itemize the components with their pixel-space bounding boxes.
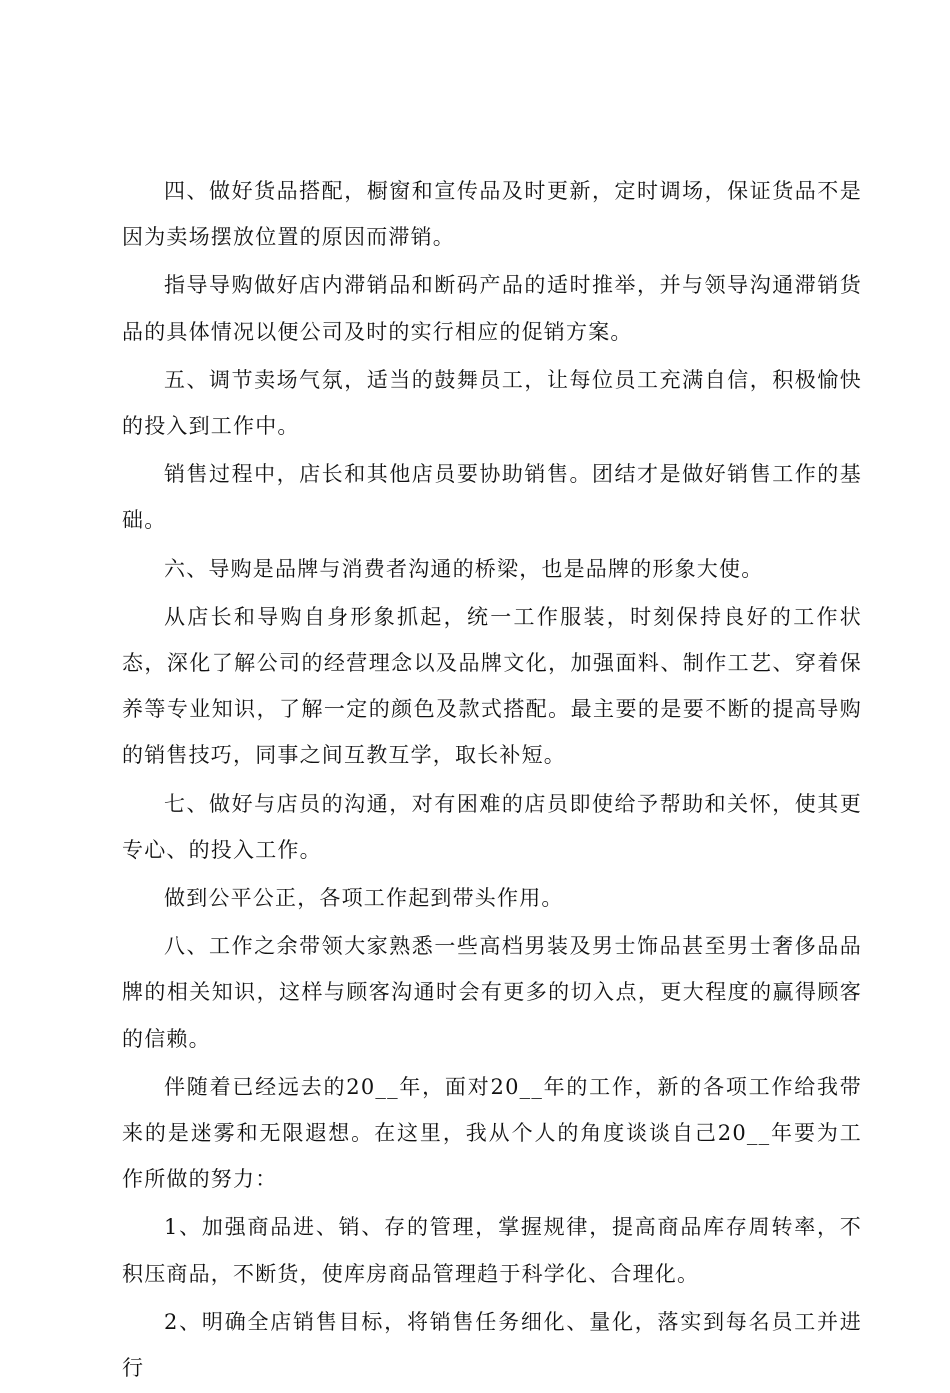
paragraph-section-5: 五、调节卖场气氛，适当的鼓舞员工，让每位员工充满自信，积极愉快的投入到工作中。 <box>122 367 862 439</box>
paragraph-teamwork: 销售过程中，店长和其他店员要协助销售。团结才是做好销售工作的基础。 <box>122 462 862 533</box>
paragraph-item-2: 2、明确全店销售目标，将销售任务细化、量化，落实到每名员工并进行 <box>122 1309 862 1381</box>
paragraph-section-4: 四、做好货品搭配，橱窗和宣传品及时更新，定时调场，保证货品不是因为卖场摆放位置的原因而滞销。 <box>122 179 862 250</box>
paragraph-section-6: 六、导购是品牌与消费者沟通的桥梁，也是品牌的形象大使。 <box>164 556 764 581</box>
paragraph-section-7: 七、做好与店员的沟通，对有困难的店员即使给予帮助和关怀，使其更专心、的投入工作。 <box>122 791 862 862</box>
paragraph-guide-slow-sellers: 指导导购做好店内滞销品和断码产品的适时推举，并与领导沟通滞销货品的具体情况以便公司及时的实行相应的促销方案。 <box>122 273 862 344</box>
paragraph-new-year: 伴随着已经远去的20__年，面对20__年的工作，新的各项工作给我带来的是迷雾和无限遐想。在这里，我从个人的角度谈谈自己20__年要为工作所做的努力： <box>122 1074 862 1192</box>
paragraph-section-8: 八、工作之余带领大家熟悉一些高档男装及男士饰品甚至男士奢侈品品牌的相关知识，这样与顾客沟通时会有更多的切入点，更大程度的赢得顾客的信赖。 <box>122 934 862 1051</box>
paragraph-fairness: 做到公平公正，各项工作起到带头作用。 <box>164 886 564 911</box>
paragraph-item-1: 1、加强商品进、销、存的管理，掌握规律，提高商品库存周转率，不积压商品，不断货，使库房商品管理趋于科学化、合理化。 <box>122 1215 862 1286</box>
document-body <box>122 168 862 1393</box>
paragraph-image-training: 从店长和导购自身形象抓起，统一工作服装，时刻保持良好的工作状态，深化了解公司的经营理念以及品牌文化，加强面料、制作工艺、穿着保养等专业知识，了解一定的颜色及款式搭配。最主要的是要不断的提高导购的销售技巧，同事之间互教互学，取长补短。 <box>122 604 862 768</box>
